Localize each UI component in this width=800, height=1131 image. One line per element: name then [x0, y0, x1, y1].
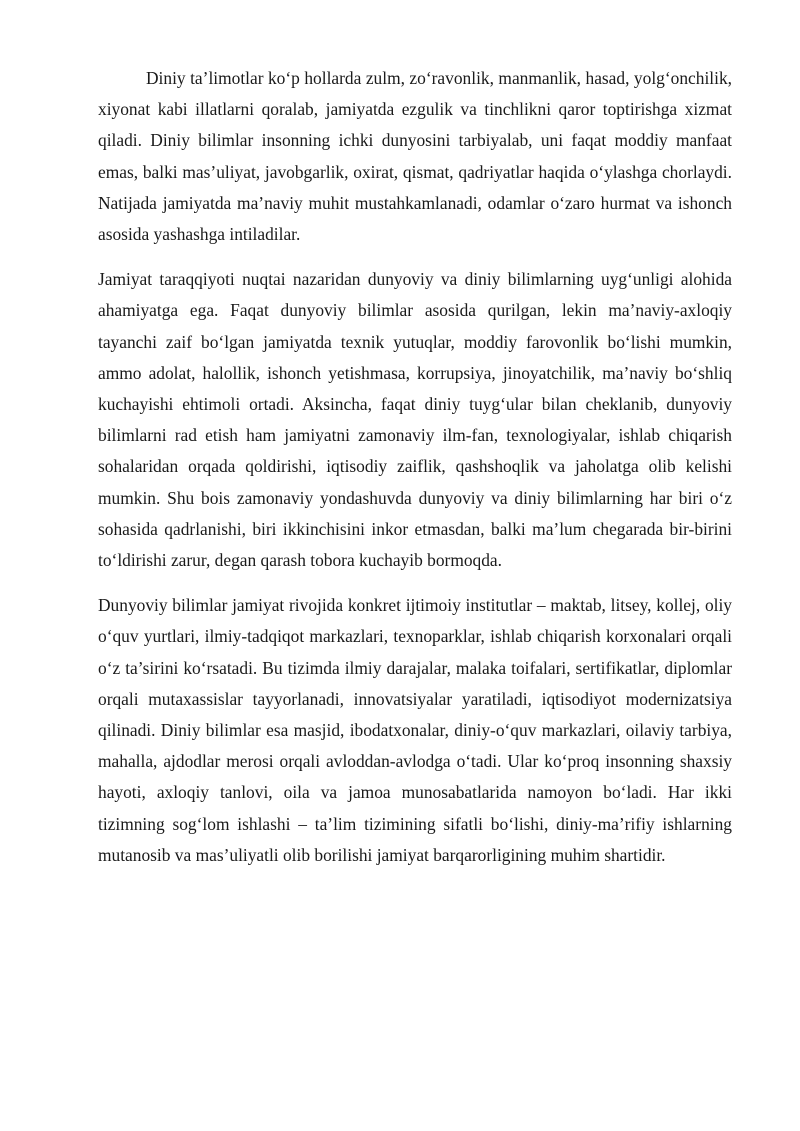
- paragraph: Jamiyat taraqqiyoti nuqtai nazaridan dunyoviy va diniy bilimlarning uyg‘unligi alohida ahamiyatga ega. Faqat dunyoviy bilimlar asosida qurilgan, lekin ma’naviy-axloqiy tayanchi zaif bo‘lgan jamiyatda texnik yutuqlar, moddiy farovonlik bo‘lishi mumkin, ammo adolat, halollik, ishonch yetishmasa, korrupsiya, jinoyatchilik, ma’naviy bo‘shliq kuchayishi ehtimoli ortadi. Aksincha, faqat diniy tuyg‘ular bilan cheklanib, dunyoviy bilimlarni rad etish ham jamiyatni zamonaviy ilm-fan, texnologiyalar, ishlab chiqarish sohalaridan orqada qoldirishi, iqtisodiy zaiflik, qashshoqlik va jaholatga olib kelishi mumkin. Shu bois zamonaviy yondashuvda dunyoviy va diniy bilimlarning har biri o‘z sohasida qadrlanishi, biri ikkinchisini inkor etmasdan, balki ma’lum chegarada bir-birini to‘ldirishi zarur, degan qarash tobora kuchayib bormoqda.: [98, 269, 732, 571]
- paragraph: Diniy ta’limotlar ko‘p hollarda zulm, zo‘ravonlik, manmanlik, hasad, yolg‘onchilik, xiyonat kabi illatlarni qoralab, jamiyatda ezgulik va tinchlikni qaror toptirishga xizmat qiladi. Diniy bilimlar insonning ichki dunyosini tarbiyalab, uni faqat moddiy manfaat emas, balki mas’uliyat, javobgarlik, oxirat, qismat, qadriyatlar haqida o‘ylashga chorlaydi. Natijada jamiyatda ma’naviy muhit mustahkamlanadi, odamlar o‘zaro hurmat va ishonch asosida yashashga intiladilar.: [98, 68, 732, 245]
- document-page: [98, 63, 732, 885]
- paragraph: Dunyoviy bilimlar jamiyat rivojida konkret ijtimoiy institutlar – maktab, litsey, kollej, oliy o‘quv yurtlari, ilmiy-tadqiqot markazlari, texnoparklar, ishlab chiqarish korxonalari orqali o‘z ta’sirini ko‘rsatadi. Bu tizimda ilmiy darajalar, malaka toifalari, sertifikatlar, diplomlar orqali mutaxassislar tayyorlanadi, innovatsiyalar yaratiladi, iqtisodiyot modernizatsiya qilinadi. Diniy bilimlar esa masjid, ibodatxonalar, diniy-o‘quv markazlari, oilaviy tarbiya, mahalla, ajdodlar merosi orqali avloddan-avlodga o‘tadi. Ular ko‘proq insonning shaxsiy hayoti, axloqiy tanlovi, oila va jamoa munosabatlarida namoyon bo‘ladi. Har ikki tizimning sog‘lom ishlashi – ta’lim tizimining sifatli bo‘lishi, diniy-ma’rifiy ishlarning mutanosib va mas’uliyatli olib borilishi jamiyat barqarorligining muhim shartidir.: [98, 595, 732, 865]
